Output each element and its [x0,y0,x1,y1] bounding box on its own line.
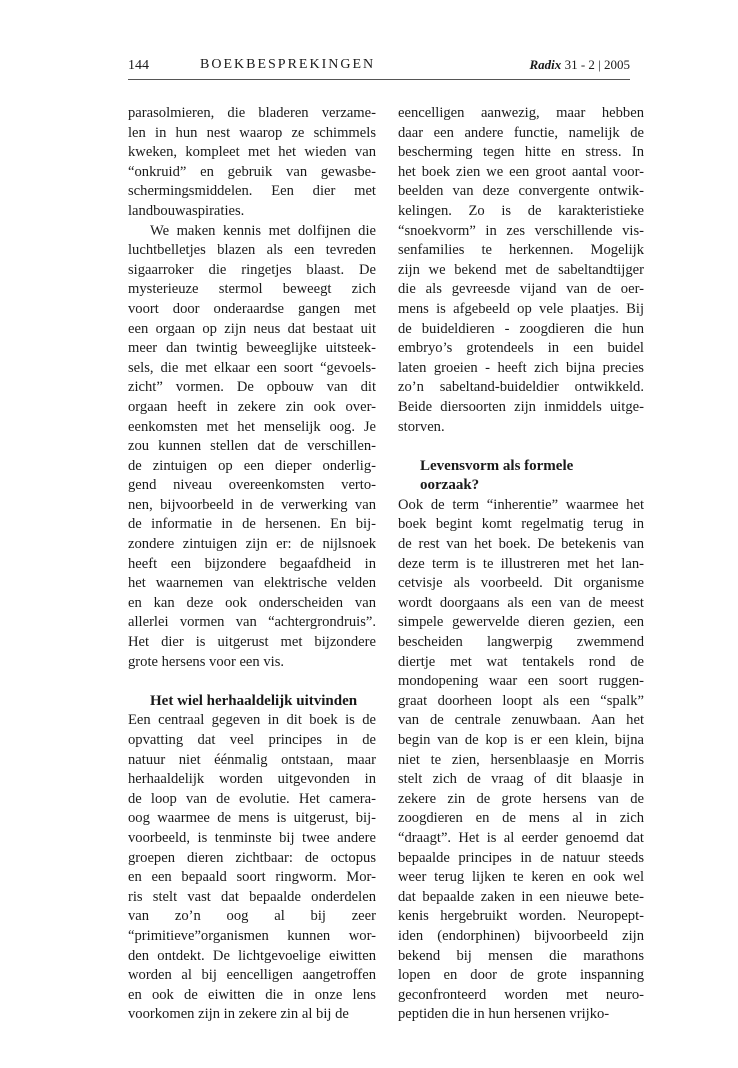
text-line: den ontdekt. De lichtgevoelige eiwitten [128,947,376,964]
text-line: mysterieuze stermol beweegt zich [128,281,376,298]
text-line: eenkomsten met het menselijk oog. Je [128,418,376,435]
text-line: zicht” vormen. De opbouw van dit [128,379,376,396]
journal-reference [530,57,630,73]
text-line: Het dier is uitgerust met bijzondere [128,634,376,651]
text-line: storven. [398,418,445,435]
text-line: parasolmieren, die bladeren verzame- [128,105,376,121]
text-line: mondopening waar een soort ruggen- [398,673,644,690]
text-line: bepaalde principes in de natuur steeds [398,849,644,866]
paragraph [128,711,376,1025]
text-line: laten groeien - heeft zich bijna precies [398,359,644,376]
text-line: zijn we bekend met de sabeltandtijger [398,261,644,278]
section-heading: Het wiel herhaaldelijk uitvinden [150,692,358,709]
text-line: kweken, kompleet met het wieden van [128,144,376,161]
text-line: worden al bij eencelligen aangetroffen [128,967,376,984]
left-column [128,104,376,1025]
text-line: nen, bijvoorbeeld in de verwerking van [128,496,376,513]
text-line: dat bepaalde zaken in een nieuwe bete- [398,888,644,905]
text-line: Beide diersoorten zijn inmiddels uitge- [398,398,644,415]
text-line: oog waarmee de mens is uitgerust, bij- [128,810,376,827]
text-line: bescherming tegen hitte en stress. In [398,144,644,161]
text-line: heeft een bijzondere begaafdheid in [128,555,376,572]
text-line: Een centraal gegeven in dit boek is de [128,712,376,729]
text-line: en kan deze ook onderscheiden van [128,594,376,611]
paragraph [398,104,644,437]
text-line: “draagt”. Het is al eerder genoemd dat [398,829,644,846]
paragraph [128,222,376,673]
journal-issue: 31 - 2 | 2005 [564,57,630,72]
paragraph [128,104,376,222]
text-line: en ook de eiwitten die in onze lens [128,986,376,1003]
text-line: het boek zien we een groot aantal voor- [398,163,644,180]
text-line: zo’n sabeltand-buideldier ontwikkeld. [398,379,644,396]
text-line: We maken kennis met dolfijnen die [150,222,376,239]
text-line: kelingen. Zo is de karakteristieke [398,202,644,219]
text-line: die als gevreesde vijand van de oer- [398,281,644,298]
text-line: bekend bij mensen die marathons [398,947,644,964]
heading-line: oorzaak? [420,477,480,494]
text-line: allerlei vormen van “achtergrondruis”. [128,614,376,631]
text-line: voort door onderaardse gangen met [128,300,376,317]
text-line: zoogdieren en de mens al in zich [398,810,644,827]
text-line: het waarnemen van elektrische velden [128,575,376,592]
text-line: voorbeeld, is tenminste bij twee andere [128,829,376,846]
text-line: daar een andere functie, namelijk de [398,124,644,141]
spacer [398,437,644,457]
right-column [398,104,644,1025]
page-number: 144 [128,58,149,73]
header-rule [128,79,630,80]
text-line: en een bepaald soort ringworm. Mor- [128,869,376,886]
text-line: len in hun nest waarop ze schimmels [128,124,376,141]
text-line: “onkruid” en gebruik van gewasbe- [128,163,376,180]
text-line: natuur niet éénmalig ontstaan, maar [128,751,376,768]
text-line: herhaaldelijk worden uitgevonden in [128,771,376,788]
text-line: opvatting dat veel principes in de [128,732,376,748]
text-line: sigaarroker die ringetjes blaast. De [128,261,376,278]
text-line: diertje met wat tentakels rond de [398,653,644,670]
text-line: mens is afgebeeld op vele plaatjes. Bij [398,300,644,317]
text-line: de loop van de evolutie. Het camera- [128,790,376,807]
text-line: cetvisje als voorbeeld. Dit organisme [398,575,644,592]
text-line: sels, die met elkaar een soort “gevoels- [128,359,376,376]
text-line: boek begint komt regelmatig terug in [398,516,644,533]
text-line: zou kunnen stellen dat de verschillen- [128,438,376,455]
text-line: grote hersens voor een vis. [128,653,285,670]
text-line: zondere zintuigen zijn er: de nijlsnoek [128,536,376,553]
text-line: van de centrale zenuwbaan. Aan het [398,712,644,729]
text-line: gend niveau overeenkomsten verto- [128,477,376,494]
text-line: lopen en door de grote inspanning [398,967,644,984]
text-line: groepen dieren zichtbaar: de octopus [128,849,376,866]
text-line: luchtbelletjes blazen als een tevreden [128,242,376,259]
text-line: senfamilies te herkennen. Mogelijk [398,242,644,259]
text-line: “primitieve”organismen kunnen wor- [128,927,376,944]
text-line: begin van de kop is er een klein, bijna [398,732,644,748]
text-line: de informatie in de hersenen. En bij- [128,516,376,533]
text-line: weer terug lijken te keren en ook wel [398,869,644,886]
text-line: zekere zin de grote hersens van de [398,790,644,807]
text-line: peptiden die in hun hersenen vrijko- [398,1006,610,1023]
heading-line: Levensvorm als formele [420,457,574,474]
text-line: deze term is te illustreren met het lan- [398,555,644,572]
text-line: meer dan twintig beweeglijke uitsteek- [128,340,376,357]
text-line: schermingsmiddelen. Een dier met [128,183,376,200]
journal-name: Radix [529,57,562,72]
section-title: BOEKBESPREKINGEN [200,57,376,72]
text-line: beelden van deze convergente ontwik- [398,183,644,200]
text-line: de rest van het boek. De betekenis van [398,536,644,553]
text-line: de buideldieren - zoogdieren die hun [398,320,644,337]
text-line: orgaan heeft in zekere zin ook over- [128,398,376,415]
text-line: de zintuigen op een dieper onderlig- [128,457,376,474]
text-line: “snoekvorm” in zes verschillende vis- [398,222,644,239]
text-line: kenis hergebruikt worden. Neuropept- [398,908,644,925]
section-heading [398,457,644,496]
text-line: stelt zich de vraag of dit blaasje in [398,771,644,788]
text-line: simpele gewervelde dieren gezien, een [398,614,644,631]
text-line: eencelligen aanwezig, maar hebben [398,105,644,121]
text-line: wordt doorgaans als een van de meest [398,594,644,611]
text-line: een orgaan op zijn neus dat bestaat uit [128,320,376,337]
text-line: Ook de term “inherentie” waarmee het [398,496,644,513]
text-line: graat doorheen loopt als een “spalk” [398,692,644,709]
text-line: voorkomen zijn in zekere zin al bij de [128,1006,349,1023]
paragraph [398,496,644,1025]
text-line: ris stelt vast dat bepaalde onderdelen [128,888,376,905]
text-line: bescheiden langwerpig zwemmend [398,634,644,651]
spacer [128,672,376,692]
text-line: van zo’n oog al bij zeer [128,908,376,925]
text-line: embryo’s grotendeels in een buidel [398,340,644,357]
text-line: iden (endorphinen) bijvoorbeeld zijn [398,927,644,944]
text-line: landbouwaspiraties. [128,202,245,219]
text-line: niet te zien, hersenblaasje en Morris [398,751,644,768]
text-line: geconfronteerd worden met neuro- [398,986,644,1003]
